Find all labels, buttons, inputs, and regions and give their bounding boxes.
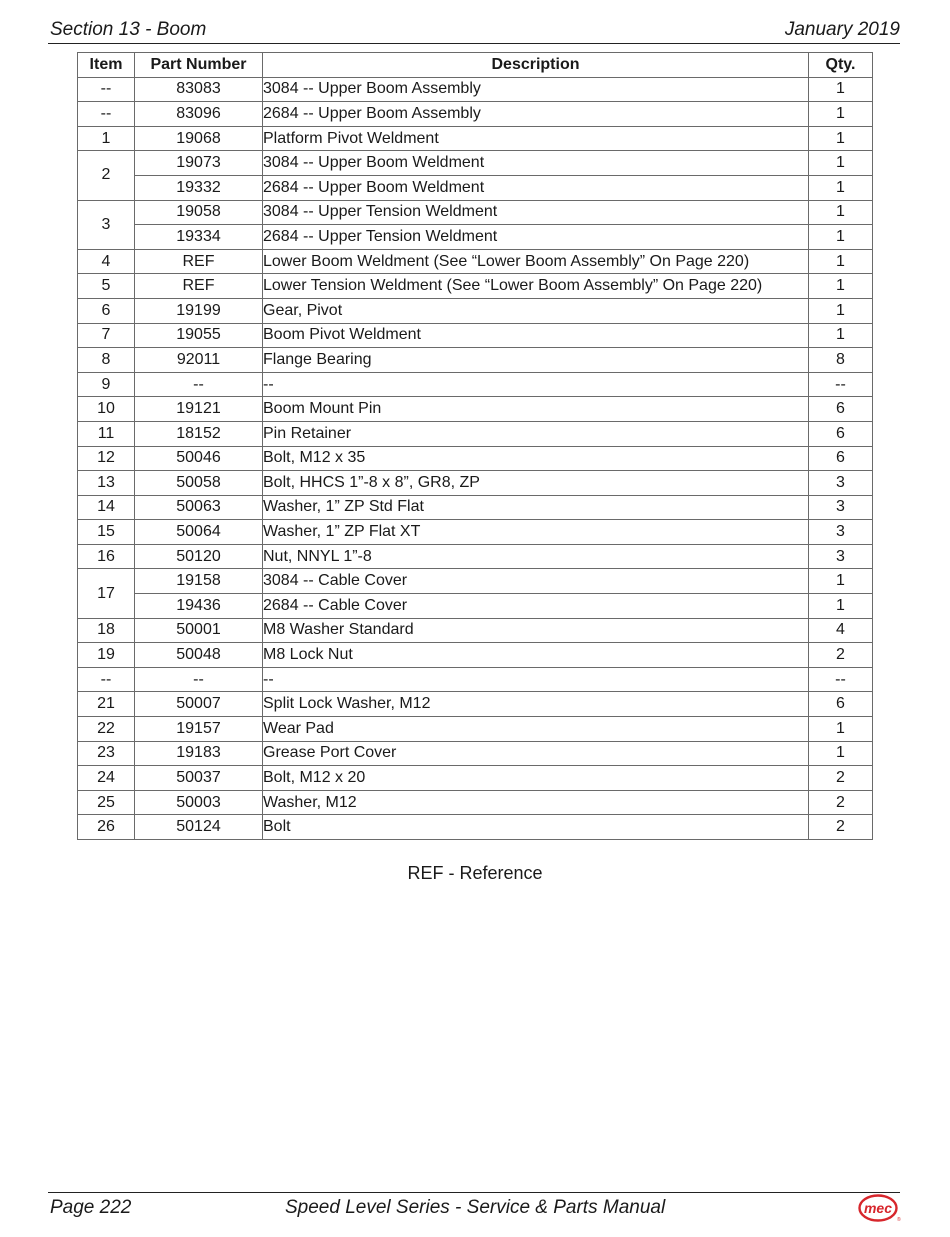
table-row	[78, 323, 873, 348]
cell-qty: 1	[809, 225, 873, 250]
cell-qty: 1	[809, 594, 873, 619]
cell-qty: 6	[809, 421, 873, 446]
cell-item: --	[78, 102, 135, 127]
cell-part-number: 50063	[135, 495, 263, 520]
table-row	[78, 249, 873, 274]
cell-description: 2684 -- Upper Boom Weldment	[263, 175, 809, 200]
table-row	[78, 200, 873, 225]
table-row	[78, 421, 873, 446]
cell-item: --	[78, 667, 135, 692]
table-row	[78, 126, 873, 151]
cell-qty: 1	[809, 741, 873, 766]
table-row	[78, 520, 873, 545]
header-rule	[48, 43, 900, 44]
cell-part-number: 19157	[135, 717, 263, 742]
cell-description: Bolt	[263, 815, 809, 840]
table-row	[78, 77, 873, 102]
cell-item: 1	[78, 126, 135, 151]
cell-qty: 2	[809, 643, 873, 668]
cell-description: Bolt, M12 x 35	[263, 446, 809, 471]
cell-qty: 2	[809, 815, 873, 840]
cell-description: Pin Retainer	[263, 421, 809, 446]
cell-item: 11	[78, 421, 135, 446]
table-row	[78, 741, 873, 766]
page-number: Page 222	[50, 1197, 132, 1218]
cell-description: Gear, Pivot	[263, 298, 809, 323]
cell-part-number: 19058	[135, 200, 263, 225]
cell-description: Wear Pad	[263, 717, 809, 742]
cell-qty: 1	[809, 126, 873, 151]
cell-description: M8 Lock Nut	[263, 643, 809, 668]
cell-part-number: --	[135, 372, 263, 397]
cell-qty: 1	[809, 323, 873, 348]
cell-qty: 3	[809, 495, 873, 520]
cell-qty: 3	[809, 471, 873, 496]
table-row	[78, 569, 873, 594]
cell-part-number: 18152	[135, 421, 263, 446]
cell-description: Bolt, HHCS 1”-8 x 8”, GR8, ZP	[263, 471, 809, 496]
cell-qty: 1	[809, 77, 873, 102]
cell-qty: 4	[809, 618, 873, 643]
footer-rule	[48, 1192, 900, 1193]
cell-qty: --	[809, 372, 873, 397]
cell-part-number: 19073	[135, 151, 263, 176]
cell-part-number: 19055	[135, 323, 263, 348]
cell-part-number: 19183	[135, 741, 263, 766]
table-row	[78, 790, 873, 815]
cell-qty: 3	[809, 544, 873, 569]
cell-item: 17	[78, 569, 135, 618]
cell-part-number: 19436	[135, 594, 263, 619]
cell-description: 2684 -- Upper Tension Weldment	[263, 225, 809, 250]
cell-part-number: 50037	[135, 766, 263, 791]
table-row	[78, 495, 873, 520]
cell-qty: 6	[809, 446, 873, 471]
cell-qty: 1	[809, 274, 873, 299]
cell-qty: 1	[809, 200, 873, 225]
cell-description: Boom Mount Pin	[263, 397, 809, 422]
cell-part-number: 50046	[135, 446, 263, 471]
cell-item: 12	[78, 446, 135, 471]
column-header-qty: Qty.	[809, 53, 873, 78]
cell-item: 6	[78, 298, 135, 323]
cell-qty: 1	[809, 151, 873, 176]
table-row	[78, 274, 873, 299]
cell-part-number: 50048	[135, 643, 263, 668]
cell-description: --	[263, 667, 809, 692]
cell-item: 18	[78, 618, 135, 643]
cell-qty: 6	[809, 692, 873, 717]
cell-item: 16	[78, 544, 135, 569]
cell-item: 26	[78, 815, 135, 840]
table-row	[78, 643, 873, 668]
cell-part-number: 92011	[135, 348, 263, 373]
cell-description: Washer, 1” ZP Std Flat	[263, 495, 809, 520]
cell-qty: 1	[809, 249, 873, 274]
cell-description: 3084 -- Upper Tension Weldment	[263, 200, 809, 225]
parts-table-body	[78, 77, 873, 839]
ref-legend: REF - Reference	[407, 863, 543, 883]
cell-qty: 1	[809, 717, 873, 742]
cell-qty: 1	[809, 298, 873, 323]
cell-part-number: 50124	[135, 815, 263, 840]
parts-table	[77, 52, 873, 840]
manual-title: Speed Level Series - Service & Parts Manual	[285, 1197, 666, 1218]
cell-description: Nut, NNYL 1”-8	[263, 544, 809, 569]
cell-description: Split Lock Washer, M12	[263, 692, 809, 717]
cell-part-number: 50064	[135, 520, 263, 545]
table-row	[78, 717, 873, 742]
table-row	[78, 225, 873, 250]
cell-item: 3	[78, 200, 135, 249]
table-row	[78, 372, 873, 397]
cell-qty: 3	[809, 520, 873, 545]
cell-item: 14	[78, 495, 135, 520]
cell-item: 4	[78, 249, 135, 274]
table-row	[78, 151, 873, 176]
table-row	[78, 298, 873, 323]
cell-part-number: 50058	[135, 471, 263, 496]
cell-description: 2684 -- Upper Boom Assembly	[263, 102, 809, 127]
cell-description: Bolt, M12 x 20	[263, 766, 809, 791]
cell-qty: 2	[809, 790, 873, 815]
cell-part-number: REF	[135, 274, 263, 299]
column-header-part-number: Part Number	[135, 53, 263, 78]
cell-item: 8	[78, 348, 135, 373]
svg-text:mec: mec	[863, 1200, 893, 1216]
cell-description: --	[263, 372, 809, 397]
table-header-row	[78, 53, 873, 78]
cell-item: 7	[78, 323, 135, 348]
table-row	[78, 348, 873, 373]
cell-item: 19	[78, 643, 135, 668]
cell-description: Platform Pivot Weldment	[263, 126, 809, 151]
cell-item: 25	[78, 790, 135, 815]
cell-description: Grease Port Cover	[263, 741, 809, 766]
section-title: Section 13 - Boom	[50, 19, 207, 40]
mec-logo-icon	[858, 1193, 900, 1223]
cell-qty: 2	[809, 766, 873, 791]
cell-description: Washer, 1” ZP Flat XT	[263, 520, 809, 545]
cell-part-number: 19199	[135, 298, 263, 323]
cell-part-number: 19121	[135, 397, 263, 422]
document-date: January 2019	[784, 19, 900, 40]
table-row	[78, 766, 873, 791]
cell-item: 22	[78, 717, 135, 742]
cell-qty: 6	[809, 397, 873, 422]
table-row	[78, 397, 873, 422]
cell-item: 23	[78, 741, 135, 766]
cell-description: 2684 -- Cable Cover	[263, 594, 809, 619]
cell-description: M8 Washer Standard	[263, 618, 809, 643]
cell-item: 10	[78, 397, 135, 422]
cell-part-number: 83096	[135, 102, 263, 127]
cell-item: 5	[78, 274, 135, 299]
cell-item: 15	[78, 520, 135, 545]
cell-part-number: --	[135, 667, 263, 692]
cell-part-number: 50001	[135, 618, 263, 643]
cell-item: 9	[78, 372, 135, 397]
table-row	[78, 175, 873, 200]
cell-qty: --	[809, 667, 873, 692]
cell-description: Washer, M12	[263, 790, 809, 815]
cell-part-number: 19334	[135, 225, 263, 250]
cell-part-number: 19332	[135, 175, 263, 200]
cell-description: Boom Pivot Weldment	[263, 323, 809, 348]
cell-qty: 1	[809, 569, 873, 594]
cell-description: 3084 -- Upper Boom Weldment	[263, 151, 809, 176]
cell-description: Lower Tension Weldment (See “Lower Boom Assembly” On Page 220)	[263, 274, 809, 299]
cell-item: --	[78, 77, 135, 102]
cell-qty: 1	[809, 175, 873, 200]
cell-description: 3084 -- Upper Boom Assembly	[263, 77, 809, 102]
cell-item: 24	[78, 766, 135, 791]
table-row	[78, 815, 873, 840]
cell-description: Flange Bearing	[263, 348, 809, 373]
table-row	[78, 102, 873, 127]
cell-qty: 1	[809, 102, 873, 127]
table-row	[78, 544, 873, 569]
table-row	[78, 618, 873, 643]
cell-part-number: 50003	[135, 790, 263, 815]
cell-part-number: 19158	[135, 569, 263, 594]
table-row	[78, 471, 873, 496]
cell-qty: 8	[809, 348, 873, 373]
cell-part-number: REF	[135, 249, 263, 274]
table-row	[78, 446, 873, 471]
cell-part-number: 19068	[135, 126, 263, 151]
table-row	[78, 692, 873, 717]
column-header-item: Item	[78, 53, 135, 78]
cell-item: 2	[78, 151, 135, 200]
table-row	[78, 594, 873, 619]
cell-item: 21	[78, 692, 135, 717]
cell-description: Lower Boom Weldment (See “Lower Boom Assembly” On Page 220)	[263, 249, 809, 274]
cell-description: 3084 -- Cable Cover	[263, 569, 809, 594]
column-header-description: Description	[263, 53, 809, 78]
cell-item: 13	[78, 471, 135, 496]
table-row	[78, 667, 873, 692]
cell-part-number: 83083	[135, 77, 263, 102]
cell-part-number: 50007	[135, 692, 263, 717]
svg-text:®: ®	[897, 1217, 901, 1223]
cell-part-number: 50120	[135, 544, 263, 569]
